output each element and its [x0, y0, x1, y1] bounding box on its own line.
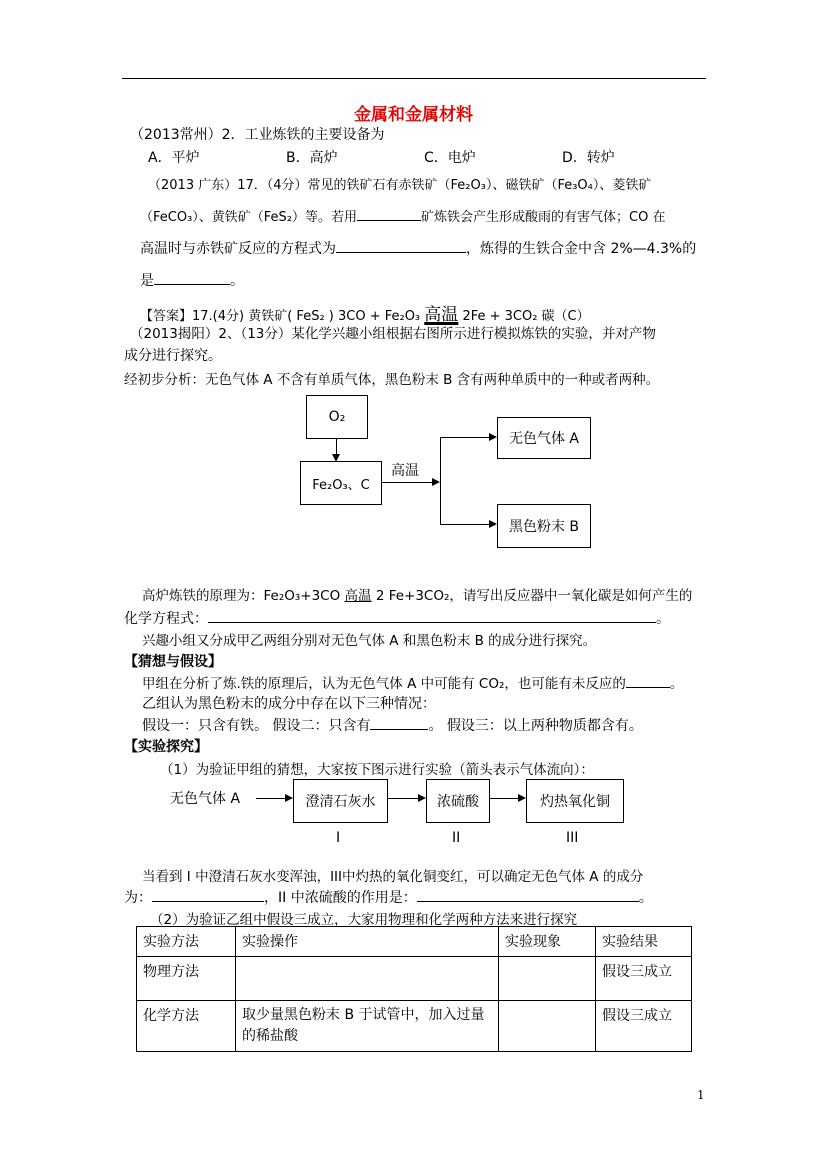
branch-bottom-arrow — [489, 520, 497, 528]
heading-hypothesis: 【猜想与假设】 — [124, 654, 222, 670]
q3-group-b: 乙组认为黑色粉末的成分中存在以下三种情况： — [142, 696, 436, 712]
q3-principle-b: 2 Fe+3CO₂，请写出反应器中一氧化碳是如何产生的 — [371, 588, 693, 604]
flow-label-1: I — [336, 830, 341, 846]
q2-line3-b: ，炼得的生铁合金中含 2%—4.3%的 — [466, 241, 697, 257]
q3-answer-a: 为： — [124, 890, 152, 906]
q3-group-a-text: 甲组在分析了炼.铁的原理后，认为无色气体 A 中可能有 CO₂，也可能有未反应的 — [142, 676, 626, 692]
flow-arrow2-line — [387, 798, 419, 799]
blank-equation — [336, 240, 466, 253]
q3-step2: （2）为验证乙组中假设三成立，大家用物理和化学两种方法来进行探究 — [150, 912, 578, 928]
flow-label-3: III — [566, 830, 579, 846]
table-cell — [236, 957, 499, 1001]
q3-hypotheses-a: 假设一：只含有铁。 假设二：只含有 — [142, 718, 371, 734]
flow-cuo-box: 灼热氧化铜 — [526, 779, 624, 823]
flow-arrow3-head — [518, 794, 526, 802]
reaction-arrow-head — [432, 478, 440, 486]
q2-line3-a: 高温时与赤铁矿反应的方程式为 — [140, 241, 336, 257]
q2-line3 — [140, 238, 696, 258]
flow-arrow1-line — [256, 798, 286, 799]
table-header-row — [137, 927, 692, 957]
table-cell — [499, 1001, 596, 1052]
q1-option-a: A．平炉 — [148, 150, 200, 166]
gas-a-box: 无色气体 A — [497, 417, 591, 459]
q3-line3: 经初步分析：无色气体 A 不含有单质气体，黑色粉末 B 含有两种单质中的一种或者两种。 — [124, 372, 660, 388]
table-cell: 物理方法 — [137, 957, 236, 1001]
branch-vertical — [440, 437, 441, 525]
q1-option-c: C．电炉 — [424, 150, 476, 166]
q3-group-a-end: 。 — [669, 676, 684, 692]
heading-experiment: 【实验探究】 — [124, 739, 208, 755]
header-rule — [122, 78, 706, 79]
powder-b-box: 黑色粉末 B — [497, 504, 591, 548]
branch-top-arrow — [489, 433, 497, 441]
table-cell — [499, 957, 596, 1001]
table-cell: 取少量黑色粉末 B 于试管中，加入过量的稀盐酸 — [236, 1001, 499, 1052]
fe2o3-c-box: Fe₂O₃、C — [300, 461, 382, 505]
q2-line2-b: 矿炼铁会产生形成酸雨的有害气体；CO 在 — [421, 210, 666, 225]
q3-principle — [142, 584, 692, 604]
q3-groups: 兴趣小组又分成甲乙两组分别对无色气体 A 和黑色粉末 B 的成分进行探究。 — [142, 633, 597, 649]
branch-bottom — [440, 524, 490, 525]
blank-gas-composition — [152, 889, 264, 902]
table-header: 实验现象 — [499, 927, 596, 957]
table-header: 实验结果 — [596, 927, 692, 957]
table-header: 实验方法 — [137, 927, 236, 957]
reaction-line — [381, 482, 433, 483]
table-row — [137, 1001, 692, 1052]
q3-answer-line — [124, 887, 653, 907]
table-cell: 化学方法 — [137, 1001, 236, 1052]
q3-group-a — [142, 672, 683, 692]
q3-equation-label: 化学方程式： — [124, 611, 208, 627]
table-cell: 假设三成立 — [596, 1001, 692, 1052]
flow-arrow3-line — [489, 798, 519, 799]
q3-hypotheses — [142, 715, 643, 735]
flow-arrow1-head — [285, 794, 293, 802]
q1-option-d: D．转炉 — [562, 150, 615, 166]
experiment-table — [136, 926, 692, 1052]
flow-arrow2-head — [418, 794, 426, 802]
flow-label-2: II — [452, 830, 461, 846]
table-cell: 假设三成立 — [596, 957, 692, 1001]
q3-answer-c: 。 — [638, 890, 653, 906]
blank-element — [154, 272, 230, 285]
reaction-condition: 高温 — [391, 463, 419, 479]
blank-ore — [357, 208, 421, 221]
q3-principle-condition: 高温 — [344, 588, 372, 604]
q2-line2 — [140, 206, 665, 225]
q2-line4-a: 是 — [140, 273, 154, 289]
flow-start-label: 无色气体 A — [170, 791, 241, 807]
q2-answer-b: 2Fe + 3CO₂ 碳（C） — [462, 309, 590, 324]
q3-observation: 当看到 I 中澄清石灰水变浑浊，III中灼热的氧化铜变红，可以确定无色气体 A 的成分 — [142, 869, 644, 885]
q1-stem: （2013常州）2．工业炼铁的主要设备为 — [130, 127, 385, 143]
table-header: 实验操作 — [236, 927, 499, 957]
q2-answer-condition: 高温 — [424, 305, 459, 325]
q3-line1: （2013揭阳）2、（13分）某化学兴趣小组根据右图所示进行模拟炼铁的实验，并对产物 — [130, 326, 656, 342]
flow-sulfuric-box: 浓硫酸 — [426, 779, 490, 823]
q3-principle-a: 高炉炼铁的原理为：Fe₂O₃+3CO — [142, 588, 345, 604]
blank-hypothesis2 — [370, 717, 428, 730]
q3-equation-line — [124, 608, 670, 628]
q3-step1: （1）为验证甲组的猜想，大家按下图示进行实验（箭头表示气体流向）： — [160, 762, 594, 778]
q1-option-b: B．高炉 — [286, 150, 338, 166]
q3-answer-b: ，II 中浓硫酸的作用是： — [264, 890, 417, 906]
q2-line2-a: （FeCO₃）、黄铁矿（FeS₂）等。若用 — [140, 210, 358, 225]
blank-unreacted — [626, 675, 670, 688]
q3-hypotheses-b: 。 假设三：以上两种物质都含有。 — [428, 718, 643, 734]
o2-box: O₂ — [306, 395, 368, 439]
table-row — [137, 957, 692, 1001]
q3-line2: 成分进行探究。 — [124, 348, 222, 364]
blank-sulfuric-role — [417, 889, 639, 902]
flow-limewater-box: 澄清石灰水 — [293, 779, 388, 823]
page-title: 金属和金属材料 — [354, 105, 473, 125]
blank-co-equation — [208, 610, 656, 623]
q2-line4 — [140, 270, 244, 290]
q2-answer-a: 【答案】17.(4分) 黄铁矿( FeS₂ ) 3CO + Fe₂O₃ — [140, 309, 421, 324]
page-number: 1 — [697, 1088, 705, 1102]
branch-top — [440, 437, 490, 438]
q3-equation-end: 。 — [656, 611, 670, 627]
q2-line4-b: 。 — [230, 273, 244, 289]
q2-line1: （2013 广东）17．（4分）常见的铁矿石有赤铁矿（Fe₂O₃）、磁铁矿（Fe₃O₄）、菱铁矿 — [148, 178, 652, 193]
